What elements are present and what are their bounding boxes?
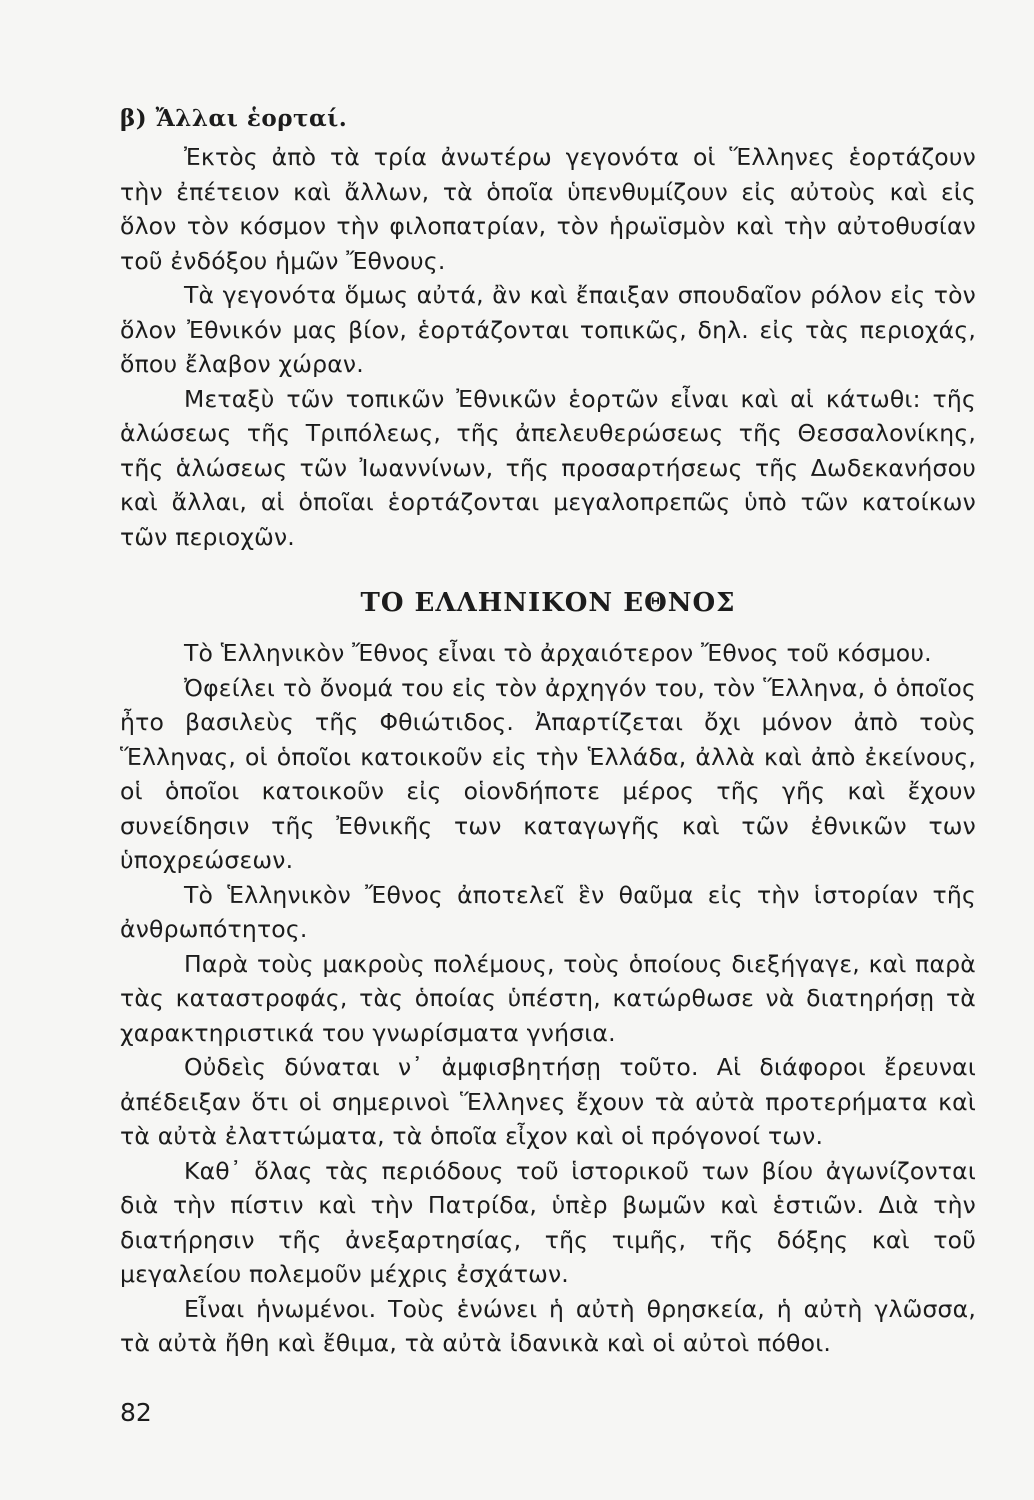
- page-text: [120, 98, 976, 1361]
- paragraph: Καθ᾽ ὅλας τὰς περιόδους τοῦ ἱστορικοῦ των βίου ἀγωνίζονται διὰ τὴν πίστιν καὶ τὴν Πατρίδα, ὑπὲρ βωμῶν καὶ ἑστιῶν. Διὰ τὴν διατήρησιν τῆς ἀνεξαρτησίας, τῆς τιμῆς, τῆς δόξης καὶ τοῦ μεγαλείου πολεμοῦν μέχρις ἐσχάτων.: [120, 1156, 976, 1288]
- paragraph: Τὰ γεγονότα ὅμως αὐτά, ἂν καὶ ἔπαιξαν σπουδαῖον ρόλον εἰς τὸν ὅλον Ἐθνικόν μας βίον, ἑορτάζονται τοπικῶς, δηλ. εἰς τὰς περιοχάς, ὅπου ἔλαβον χώραν.: [120, 281, 976, 378]
- subheading: β) Ἄλλαι ἑορταί.: [120, 105, 348, 132]
- paragraph: Οὐδεὶς δύναται ν᾽ ἀμφισβητήσῃ τοῦτο. Αἱ διάφοροι ἔρευναι ἀπέδειξαν ὅτι οἱ σημερινοὶ Ἕλληνες ἔχουν τὰ αὐτὰ προτερήματα καὶ τὰ αὐτὰ ἐλαττώματα, τὰ ὁποῖα εἶχον καὶ οἱ πρόγονοί των.: [120, 1053, 976, 1150]
- paragraph: Παρὰ τοὺς μακροὺς πολέμους, τοὺς ὁποίους διεξήγαγε, καὶ παρὰ τὰς καταστροφάς, τὰς ὁποίας ὑπέστη, κατώρθωσε νὰ διατηρήσῃ τὰ χαρακτηριστικά του γνωρίσματα γνήσια.: [120, 949, 976, 1047]
- paragraph: Τὸ Ἑλληνικὸν Ἔθνος ἀποτελεῖ ἓν θαῦμα εἰς τὴν ἱστορίαν τῆς ἀνθρωπότητος.: [120, 880, 976, 943]
- page-number: 82: [120, 1398, 152, 1427]
- paragraph: Εἶναι ἡνωμένοι. Τοὺς ἑνώνει ἡ αὐτὴ θρησκεία, ἡ αὐτὴ γλῶσσα, τὰ αὐτὰ ἤθη καὶ ἔθιμα, τὰ αὐτὰ ἰδανικὰ καὶ οἱ αὐτοὶ πόθοι.: [120, 1294, 976, 1357]
- paragraph: Ἐκτὸς ἀπὸ τὰ τρία ἀνωτέρω γεγονότα οἱ Ἕλληνες ἑορτάζουν τὴν ἐπέτειον καὶ ἄλλων, τὰ ὁποῖα ὑπενθυμίζουν εἰς αὐτοὺς καὶ εἰς ὅλον τὸν κόσμον τὴν φιλοπατρίαν, τὸν ἡρωϊσμὸν καὶ τὴν αὐτοθυσίαν τοῦ ἐνδόξου ἡμῶν Ἔθνους.: [120, 143, 976, 275]
- paragraph: Μεταξὺ τῶν τοπικῶν Ἐθνικῶν ἑορτῶν εἶναι καὶ αἱ κάτωθι: τῆς ἁλώσεως τῆς Τριπόλεως, τῆς ἀπελευθερώσεως τῆς Θεσσαλονίκης, τῆς ἁλώσεως τῶν Ἰωαννίνων, τῆς προσαρτήσεως τῆς Δωδεκανήσου καὶ ἄλλαι, αἱ ὁποῖαι ἑορτάζονται μεγαλοπρεπῶς ὑπὸ τῶν κατοίκων τῶν περιοχῶν.: [120, 384, 976, 551]
- section-title: ΤΟ ΕΛΛΗΝΙΚΟΝ ΕΘΝΟΣ: [360, 588, 736, 618]
- paragraph: Ὀφείλει τὸ ὄνομά του εἰς τὸν ἀρχηγόν του, τὸν Ἕλληνα, ὁ ὁποῖος ἦτο βασιλεὺς τῆς Φθιώτιδος. Ἀπαρτίζεται ὄχι μόνον ἀπὸ τοὺς Ἕλληνας, οἱ ὁποῖοι κατοικοῦν εἰς τὴν Ἑλλάδα, ἀλλὰ καὶ ἀπὸ ἐκείνους, οἱ ὁποῖοι κατοικοῦν εἰς οἱονδήποτε μέρος τῆς γῆς καὶ ἔχουν συνείδησιν τῆς Ἐθνικῆς των καταγωγῆς καὶ τῶν ἐθνικῶν των ὑποχρεώσεων.: [120, 673, 976, 874]
- paragraph: Τὸ Ἑλληνικὸν Ἔθνος εἶναι τὸ ἀρχαιότερον Ἔθνος τοῦ κόσμου.: [184, 639, 932, 667]
